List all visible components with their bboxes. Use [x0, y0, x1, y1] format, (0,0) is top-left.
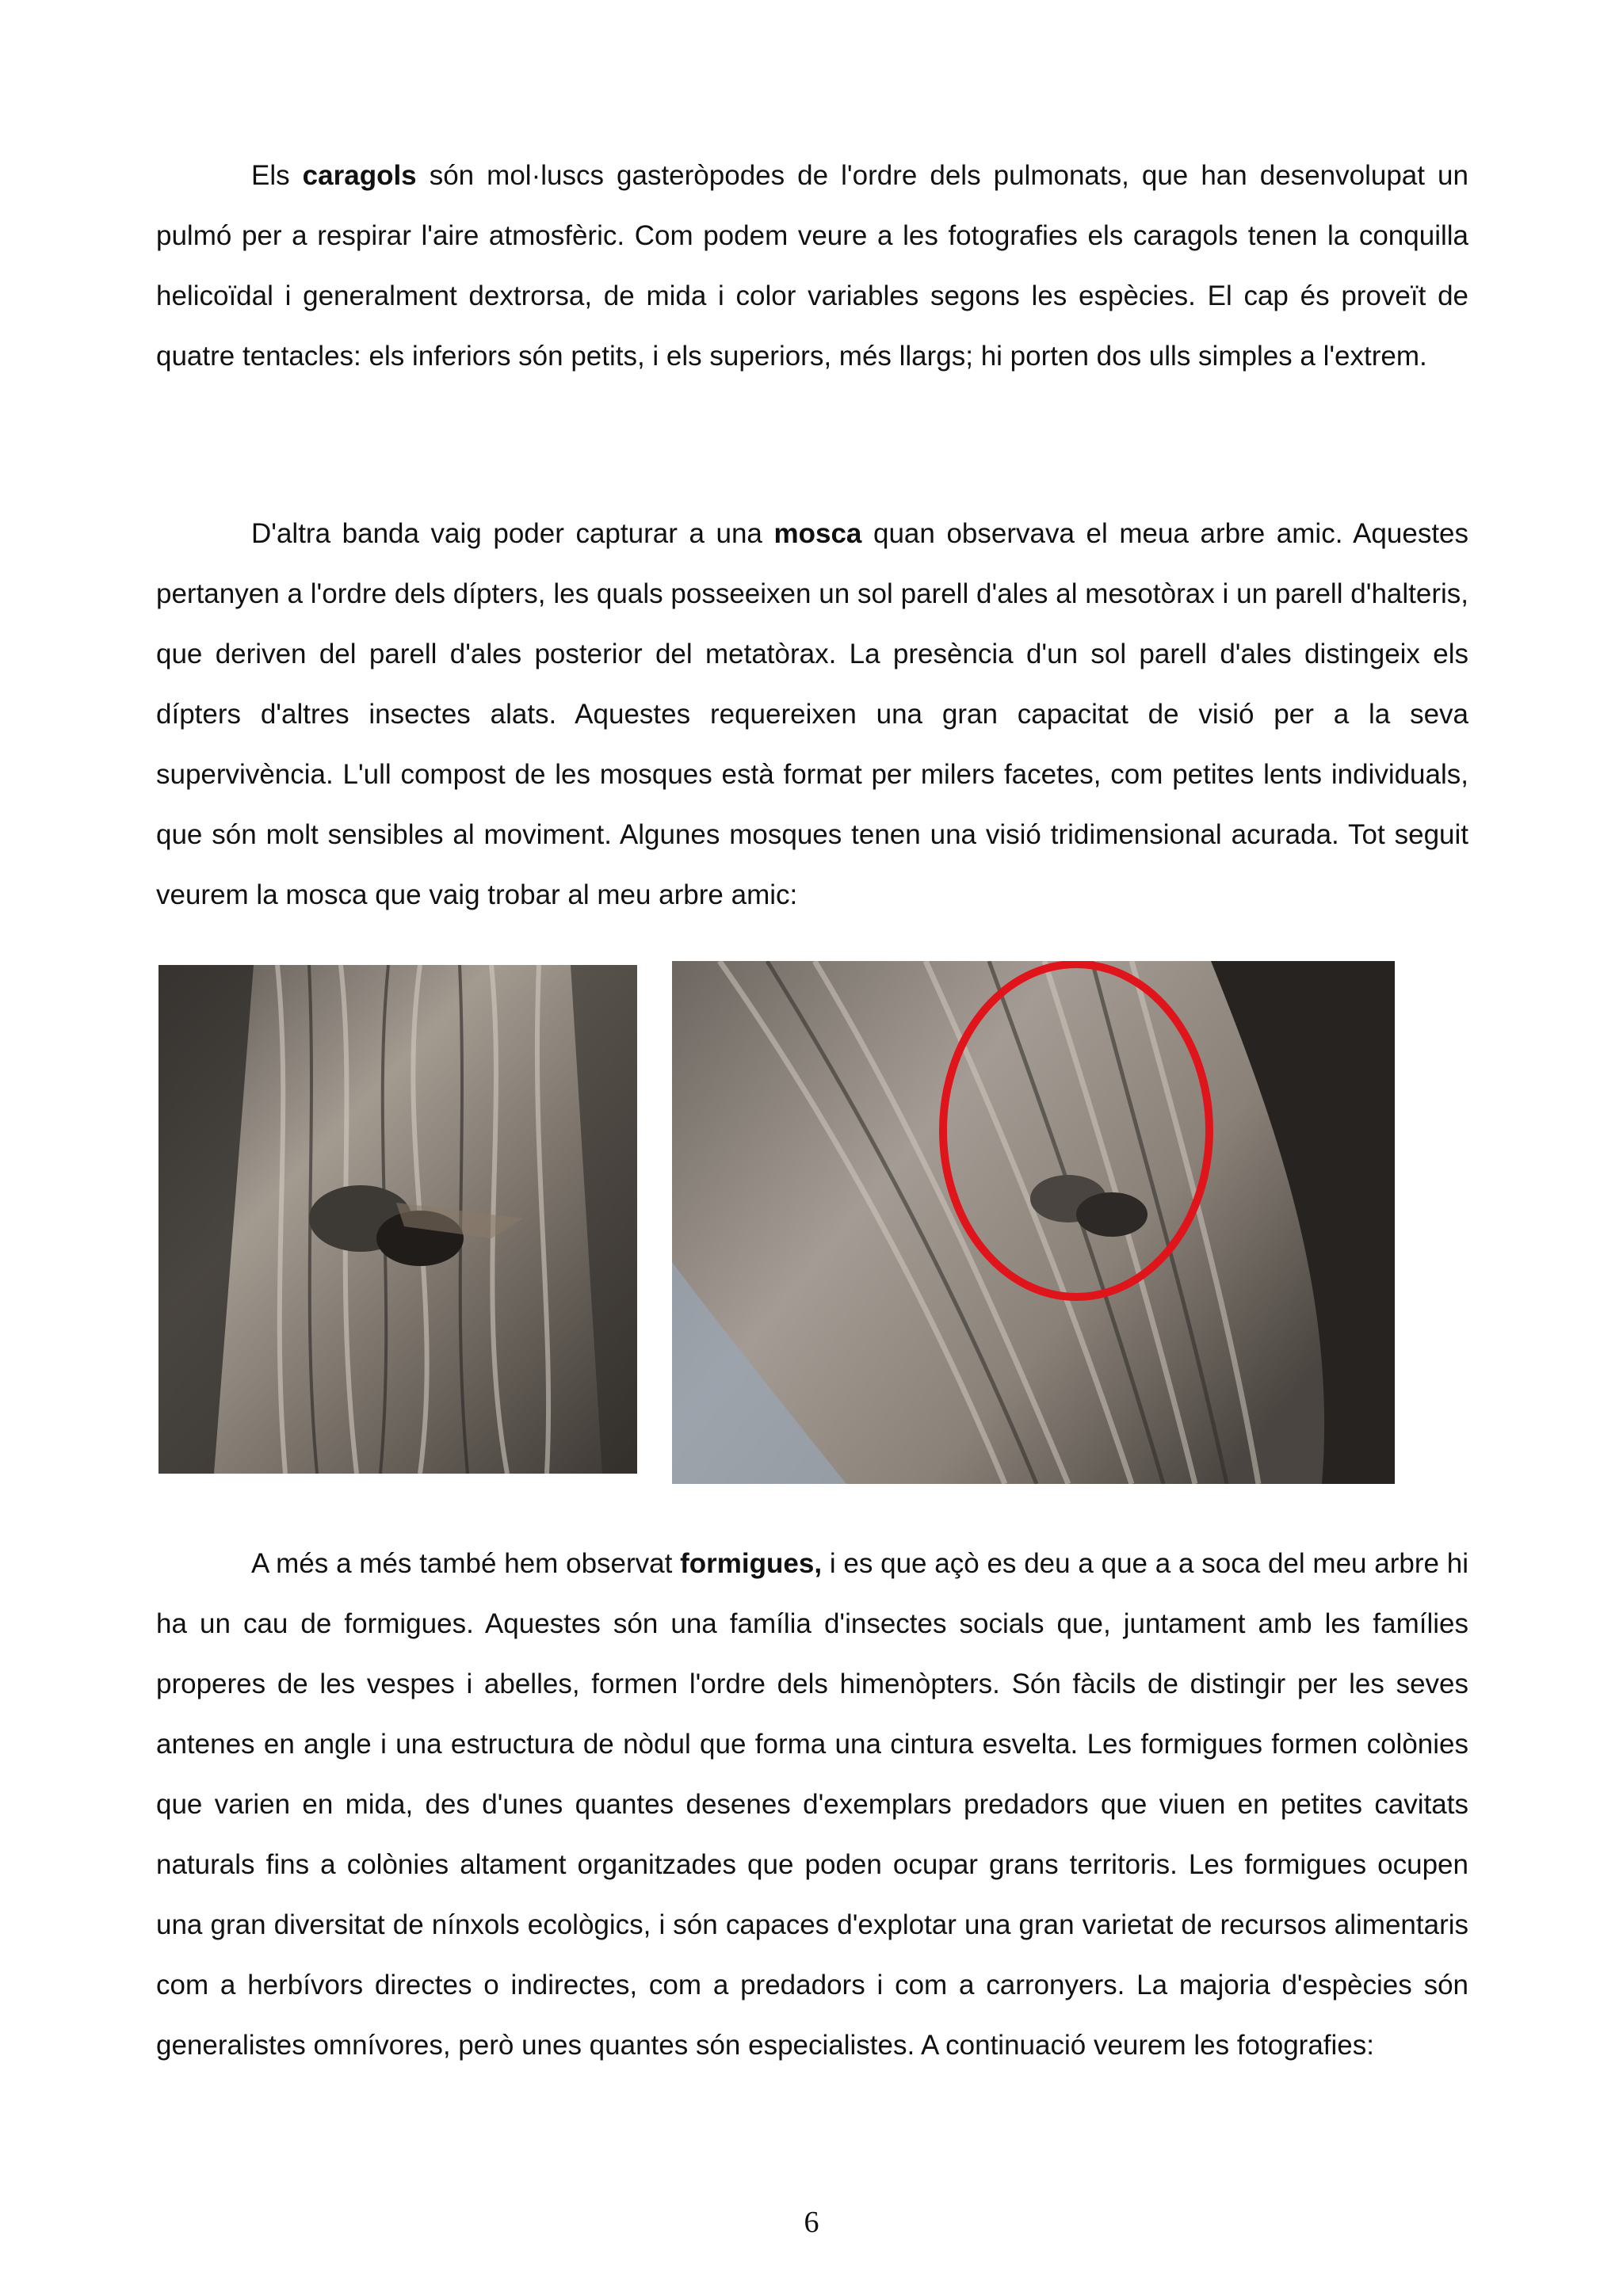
fly-on-bark-photo-icon: [158, 965, 637, 1474]
bold-term: mosca: [773, 518, 862, 549]
paragraph-text: i es que açò es deu a que a a soca del meu arbre hi ha un cau de formigues. Aquestes són una família d'insectes socials que, juntament amb les famílies properes de les vespes i abelles, formen l'ordre dels himenòpters. Són fàcils de distingir per les seves antenes en angle i una estructura de nòdul que forma una cintura esvelta. Les formigues formen colònies que varien en mida, des d'unes quantes desenes d'exemplars predadors que viuen en petites cavitats naturals fins a colònies altament organitzades que poden ocupar grans territoris. Les formigues ocupen una gran diversitat de nínxols ecològics, i són capaces d'explotar una gran varietat de recursos alimentaris com a herbívors directes o indirectes, com a predadors i com a carronyers. La majoria d'espècies són generalistes omnívores, però unes quantes són especialistes. A continuació veurem les fotografies:: [156, 1548, 1468, 2061]
fly-photo-left: [158, 965, 637, 1474]
bold-term: caragols: [302, 160, 417, 191]
fly-photo-right: [672, 961, 1395, 1484]
paragraph-mosca: [156, 504, 1468, 925]
paragraph-text: A més a més també hem observat: [251, 1548, 681, 1579]
paragraph-caragols: [156, 146, 1468, 387]
bold-term: formigues,: [680, 1548, 823, 1579]
paragraph-text: Els: [251, 160, 303, 191]
paragraph-text: són mol·luscs gasteròpodes de l'ordre dels pulmonats, que han desenvolupat un pulmó per a respirar l'aire atmosfèric. Com podem veure a les fotografies els caragols tenen la conquilla helicoïdal i generalment dextrorsa, de mida i color variables segons les espècies. El cap és proveït de quatre tentacles: els inferiors són petits, i els superiors, més llargs; hi porten dos ulls simples a l'extrem.: [156, 160, 1468, 372]
paragraph-formigues: [156, 1534, 1468, 2076]
fly-on-bark-circled-photo-icon: [672, 961, 1395, 1484]
paragraph-text: quan observava el meua arbre amic. Aquestes pertanyen a l'ordre dels dípters, les quals posseeixen un sol parell d'ales al mesotòrax i un parell d'halteris, que deriven del parell d'ales posterior del metatòrax. La presència d'un sol parell d'ales distingeix els dípters d'altres insectes alats. Aquestes requereixen una gran capacitat de visió per a la seva supervivència. L'ull compost de les mosques està format per milers facetes, com petites lents individuals, que són molt sensibles al moviment. Algunes mosques tenen una visió tridimensional acurada. Tot seguit veurem la mosca que vaig trobar al meu arbre amic:: [156, 518, 1469, 910]
paragraph-text: D'altra banda vaig poder capturar a una: [251, 518, 774, 549]
page-number: 6: [804, 2206, 819, 2239]
